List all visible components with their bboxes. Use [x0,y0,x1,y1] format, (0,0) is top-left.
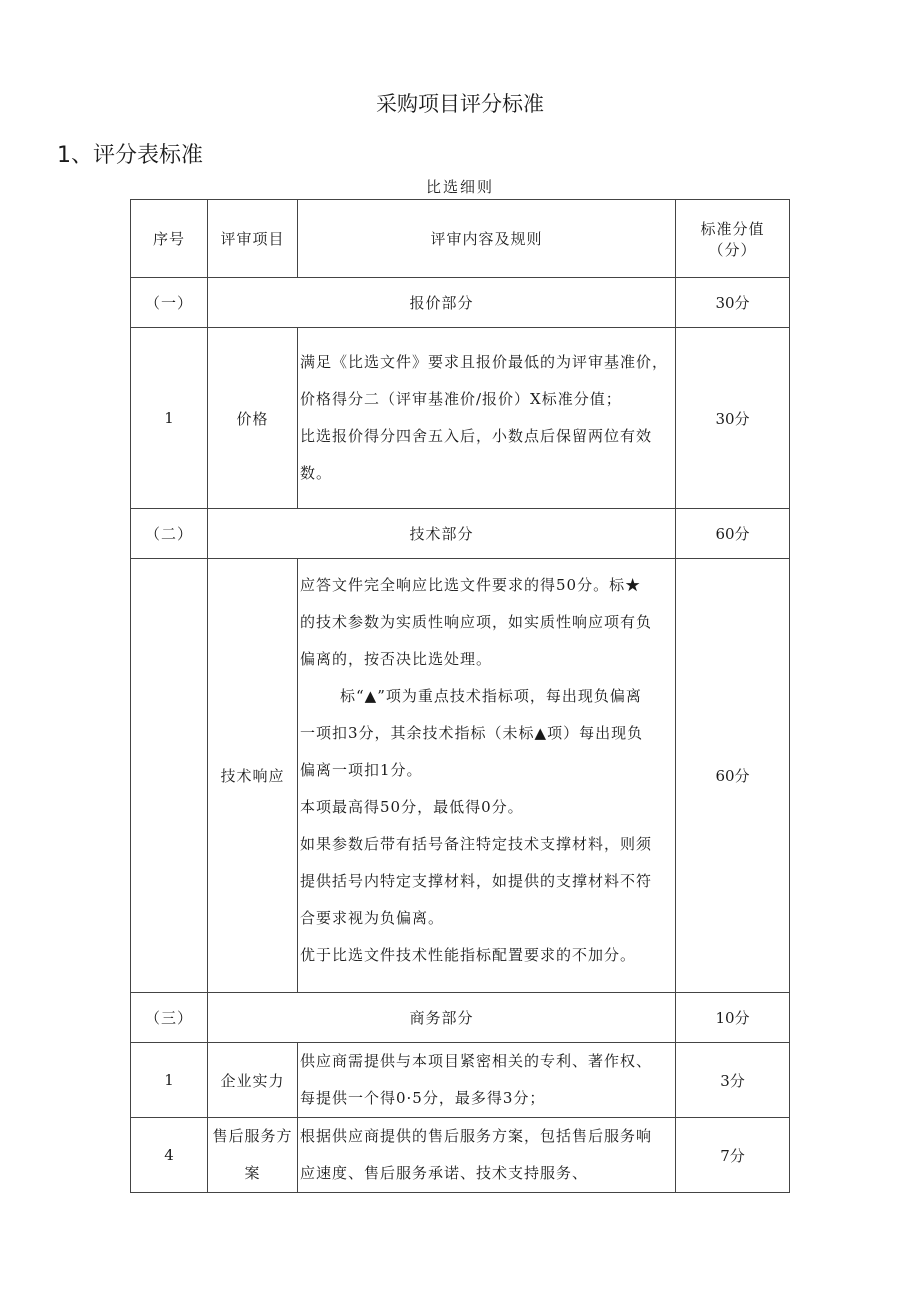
header-item: 评审项目 [208,200,298,278]
rule-line: 的技术参数为实质性响应项，如实质性响应项有负 [300,613,653,631]
group-seq: （二） [131,509,208,559]
row-seq: 4 [131,1118,208,1193]
rule-line: 偏离的，按否决比选处理。 [300,650,493,668]
row-item: 技术响应 [208,559,298,993]
row-item-line2: 案 [244,1164,261,1182]
row-score: 3分 [676,1043,790,1118]
rule-line: 满足《比选文件》要求且报价最低的为评审基准价， [300,353,669,371]
rule-line: 如果参数后带有括号备注特定技术支撑材料，则须 [300,835,653,853]
group-seq: （一） [131,278,208,328]
row-rule-content [298,328,676,509]
header-seq: 序号 [131,200,208,278]
rule-line: 应速度、售后服务承诺、技术支持服务、 [300,1164,589,1182]
group-score: 60分 [676,509,790,559]
header-score-line2: （分） [708,240,757,259]
row-seq [131,559,208,993]
rule-line: 优于比选文件技术性能指标配置要求的不加分。 [300,946,637,964]
rule-line: 根据供应商提供的售后服务方案，包括售后服务响 [300,1127,653,1145]
row-item [208,1118,298,1193]
group-row-business [131,993,790,1043]
header-score-line1: 标准分值 [700,219,765,238]
row-item: 企业实力 [208,1043,298,1118]
group-score: 10分 [676,993,790,1043]
group-row-price [131,278,790,328]
rule-line: 偏离一项扣1分。 [300,761,423,779]
rule-line: 本项最高得50分，最低得0分。 [300,798,524,816]
rule-line: 价格得分二（评审基准价/报价）X标准分值； [300,390,622,408]
header-content: 评审内容及规则 [298,200,676,278]
row-seq: 1 [131,328,208,509]
table-row-price [131,328,790,509]
rule-line: 应答文件完全响应比选文件要求的得50分。标★ [300,576,642,594]
table-header-row [131,200,790,278]
row-item-line1: 售后服务方 [212,1127,293,1145]
row-item: 价格 [208,328,298,509]
group-label: 技术部分 [208,509,676,559]
table-row-technical [131,559,790,993]
group-seq: （三） [131,993,208,1043]
rule-line: 数。 [300,464,333,482]
group-row-technical [131,509,790,559]
row-rule-content [298,1043,676,1118]
scoring-table [130,199,790,1193]
group-label: 商务部分 [208,993,676,1043]
table-row-company [131,1043,790,1118]
rule-line: 供应商需提供与本项目紧密相关的专利、著作权、 [300,1052,653,1070]
row-rule-content [298,1118,676,1193]
section-heading: 1、评分表标准 [57,143,203,168]
row-seq: 1 [131,1043,208,1118]
row-score: 60分 [676,559,790,993]
row-score: 30分 [676,328,790,509]
rule-line: 合要求视为负偏离。 [300,909,445,927]
rule-line: 提供括号内特定支撑材料，如提供的支撑材料不符 [300,872,653,890]
row-score: 7分 [676,1118,790,1193]
table-caption: 比选细则 [425,178,494,196]
rule-line: 标“▲”项为重点技术指标项，每出现负偏离 [340,687,642,705]
rule-line: 一项扣3分，其余技术指标（未标▲项）每出现负 [300,724,644,742]
table-row-aftersales [131,1118,790,1193]
rule-line: 比选报价得分四舍五入后，小数点后保留两位有效 [300,427,653,445]
rule-line: 每提供一个得0·5分，最多得3分； [300,1089,546,1107]
page-title: 采购项目评分标准 [376,92,544,116]
group-label: 报价部分 [208,278,676,328]
row-rule-content [298,559,676,993]
group-score: 30分 [676,278,790,328]
header-score [676,200,790,278]
